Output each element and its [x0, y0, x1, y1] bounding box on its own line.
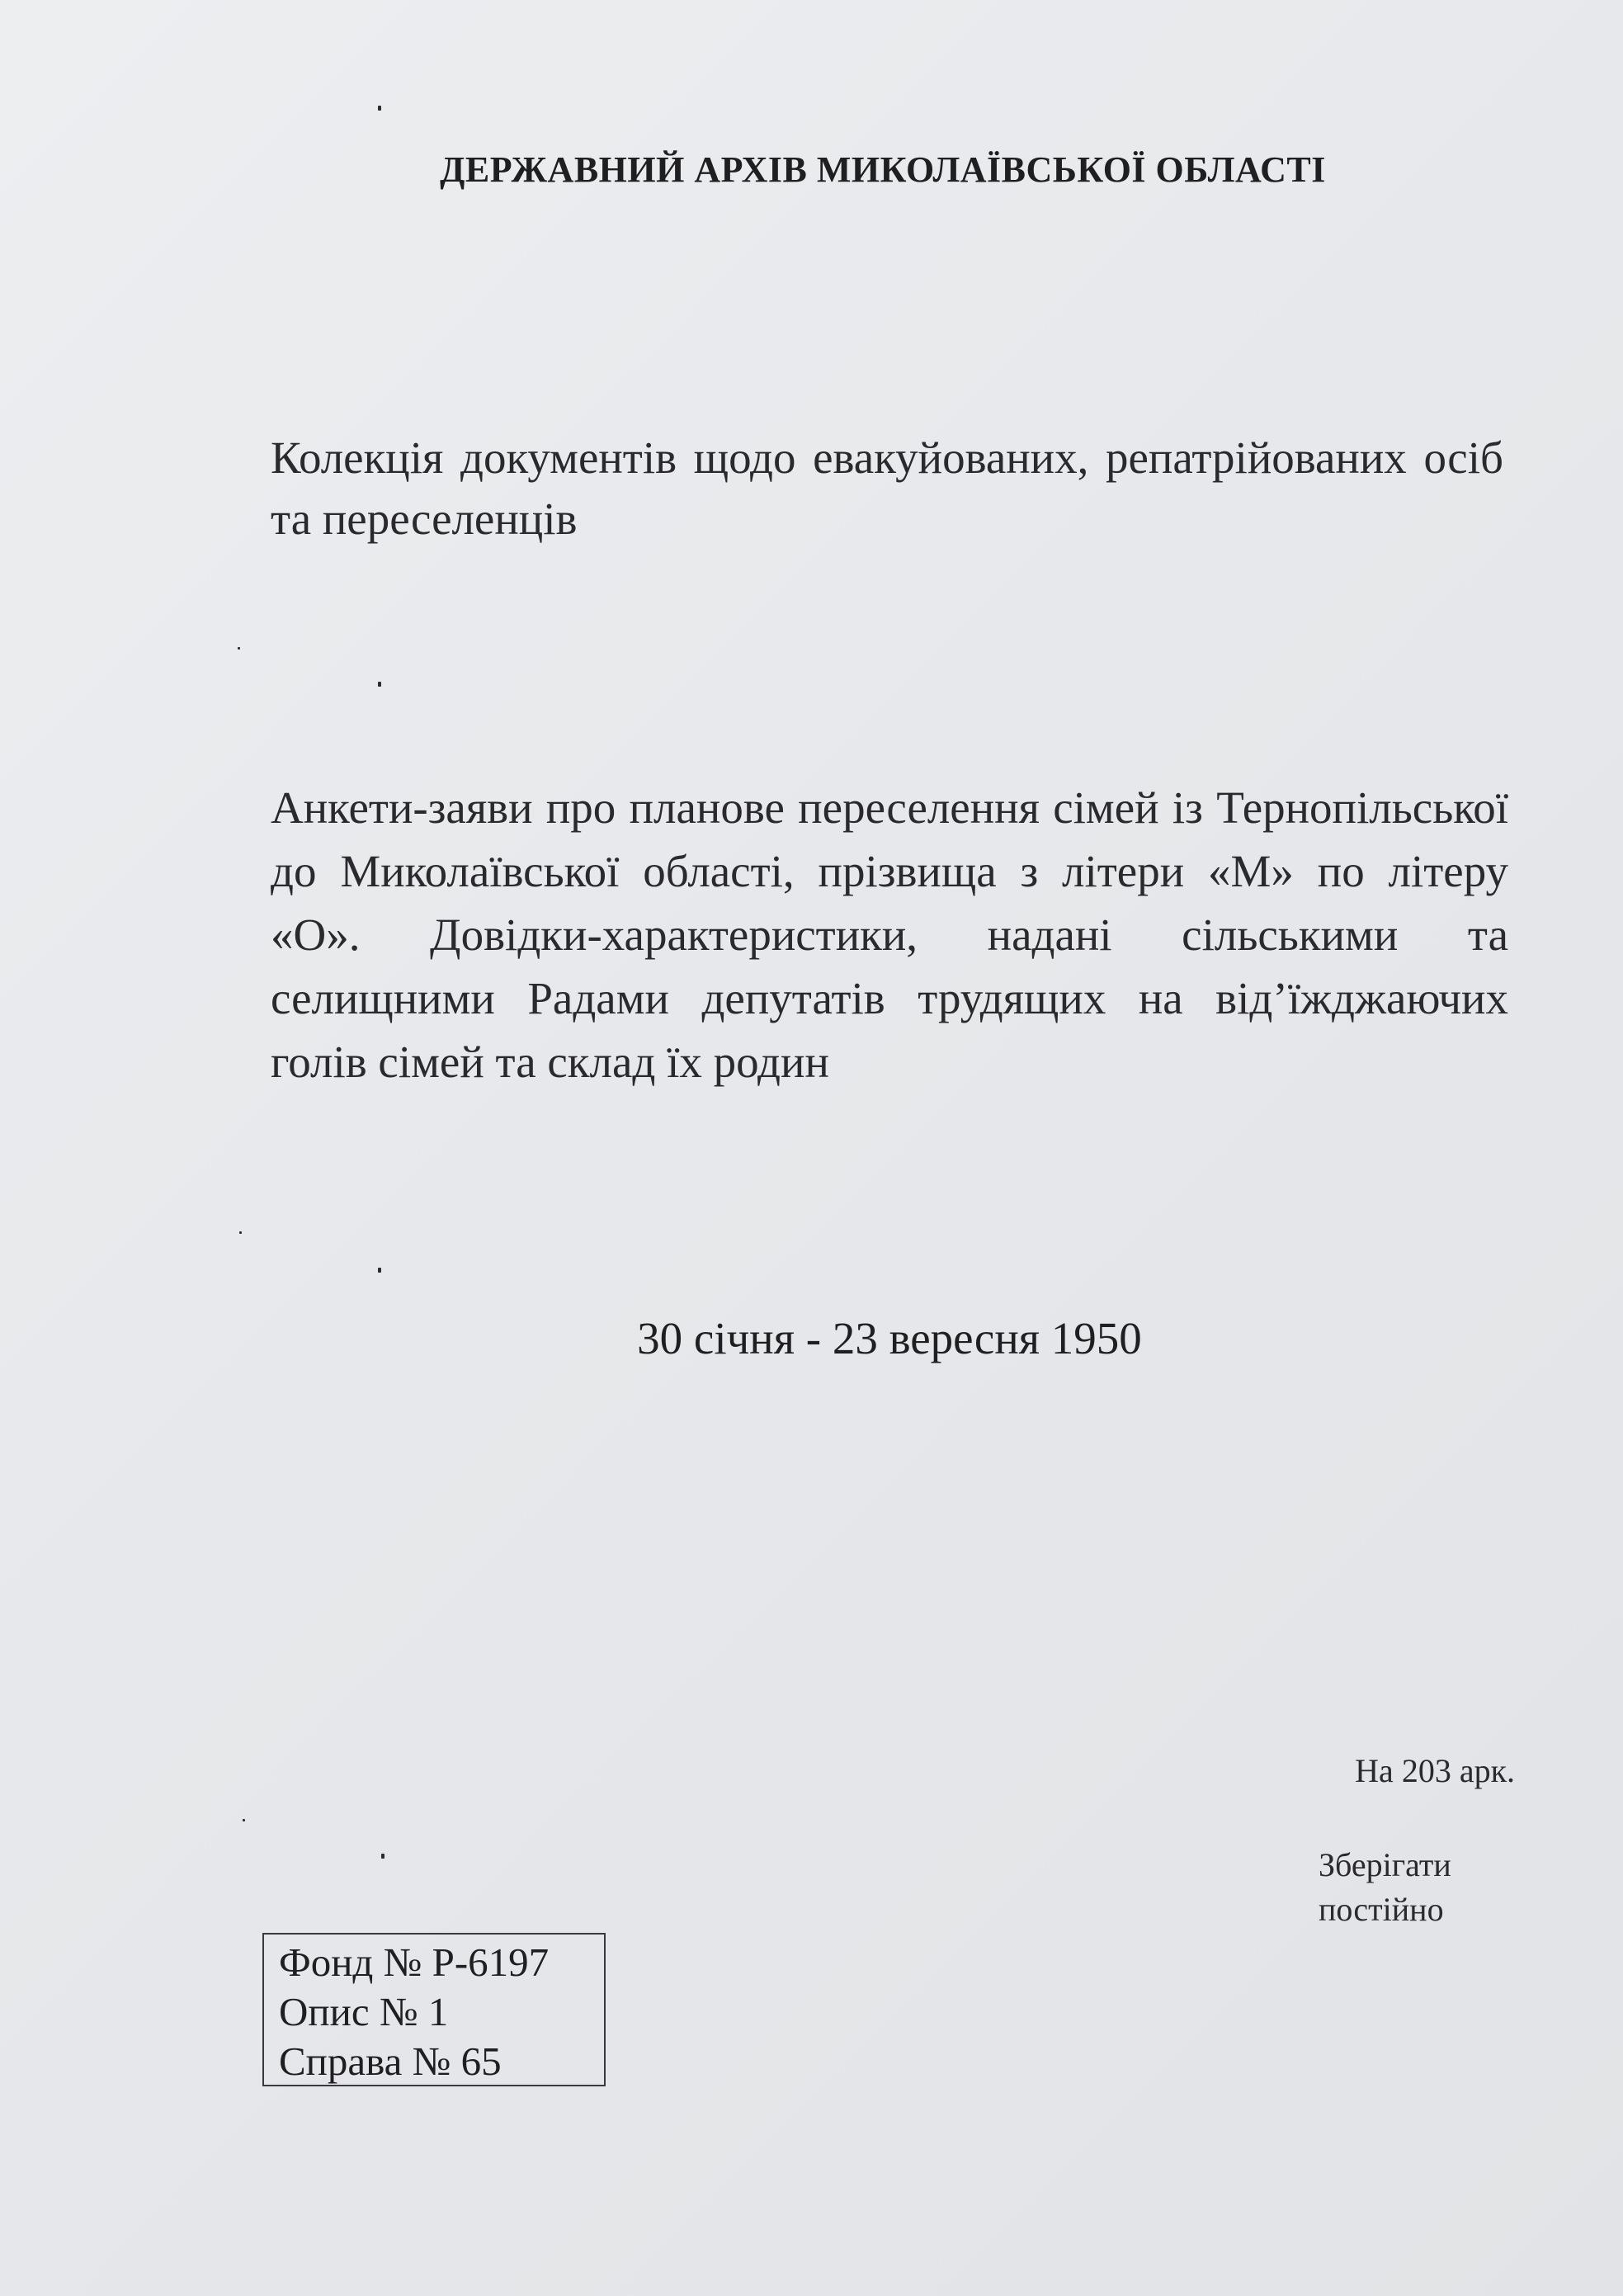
margin-speck — [239, 1231, 242, 1234]
date-range: 30 січня - 23 вересня 1950 — [637, 1313, 1142, 1363]
margin-speck — [238, 647, 240, 650]
storage-note — [1319, 1843, 1533, 1932]
storage-note-line-2: постійно — [1319, 1891, 1444, 1928]
archive-name-heading: ДЕРЖАВНИЙ АРХІВ МИКОЛАЇВСЬКОЇ ОБЛАСТІ — [440, 149, 1326, 190]
sprava-number: Справа № 65 — [279, 2039, 502, 2084]
opys-number: Опис № 1 — [279, 1989, 449, 2034]
margin-speck — [378, 106, 381, 111]
sheet-count: На 203 арк. — [1355, 1752, 1515, 1789]
margin-speck — [243, 1819, 245, 1821]
margin-speck — [378, 1268, 381, 1273]
margin-speck — [378, 682, 381, 687]
margin-speck — [381, 1854, 385, 1859]
archive-reference-box — [262, 1933, 606, 2086]
fond-number: Фонд № Р-6197 — [279, 1939, 550, 1985]
storage-note-line-1: Зберігати — [1319, 1846, 1451, 1883]
case-description: Анкети-заяви про планове переселення сімей із Тернопільської до Миколаївської області, прізвища з літери «М» по літеру «О». Довідки-характеристики, надані сільськими та селищними Радами депутатів трудящих на від’їжджаючих голів сімей та склад їх родин — [271, 782, 1508, 1087]
collection-title: Колекція документів щодо евакуйованих, репатрійованих осіб та переселенців — [271, 432, 1503, 544]
